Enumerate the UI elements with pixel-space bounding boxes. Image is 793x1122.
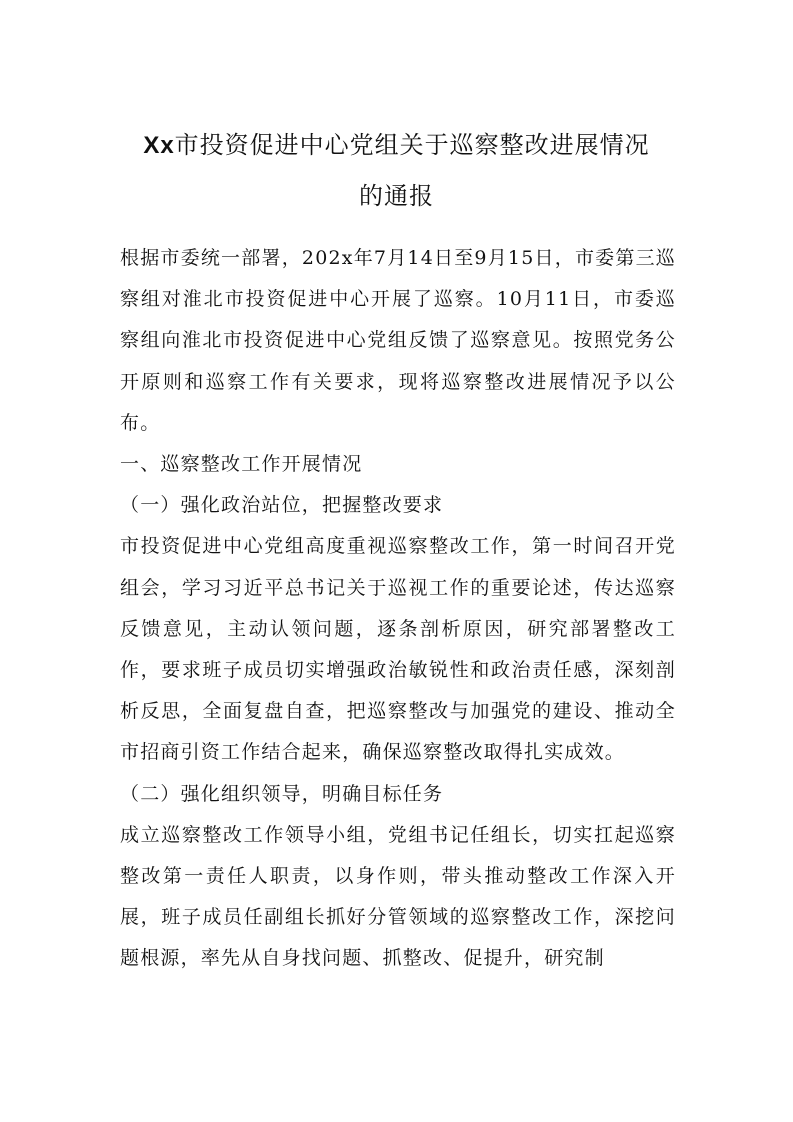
subsection-heading-2: （二）强化组织领导，明确目标任务 — [120, 782, 444, 805]
document-title — [110, 120, 683, 221]
title-prefix: Xx — [143, 132, 175, 159]
section-heading-1: 一、巡察整改工作开展情况 — [120, 453, 363, 476]
subsection-2-paragraph: 成立巡察整改工作领导小组，党组书记任组长，切实扛起巡察整改第一责任人职责，以身作则，带头推动整改工作深入开展，班子成员任副组长抓好分管领域的巡察整改工作，深挖问题根源，率先从自身找问题、抓整改、促提升，研究制 — [120, 823, 676, 970]
title-line2: 的通报 — [359, 182, 434, 210]
subsection-1-paragraph: 市投资促进中心党组高度重视巡察整改工作，第一时间召开党组会，学习习近平总书记关于巡视工作的重要论述，传达巡察反馈意见，主动认领问题，逐条剖析原因，研究部署整改工作，要求班子成员切实增强政治敏锐性和政治责任感，深刻剖析反思，全面复盘自查，把巡察整改与加强党的建设、推动全市招商引资工作结合起来，确保巡察整改取得扎实成效。 — [120, 535, 676, 764]
intro-paragraph: 根据市委统一部署，202x年7月14日至9月15日，市委第三巡察组对淮北市投资促进中心开展了巡察。10月11日，市委巡察组向淮北市投资促进中心党组反馈了巡察意见。按照党务公开原则和巡察工作有关要求，现将巡察整改进展情况予以公布。 — [120, 247, 676, 434]
title-line1: 市投资促进中心党组关于巡察整改进展情况 — [174, 131, 650, 159]
document-body — [120, 238, 676, 980]
subsection-heading-1: （一）强化政治站位，把握整改要求 — [120, 494, 444, 517]
